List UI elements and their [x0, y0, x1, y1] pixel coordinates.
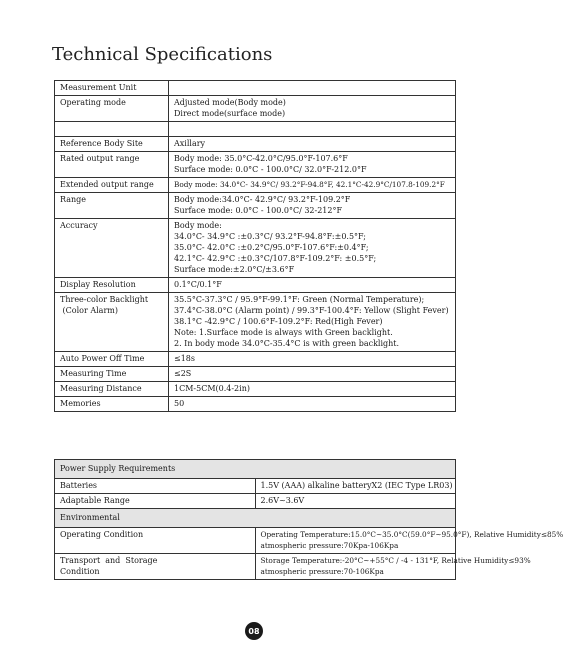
- spec-label-line: (Color Alarm): [60, 306, 118, 315]
- spec-value-line: 2.6V~3.6V: [260, 496, 305, 505]
- spec-label: [55, 367, 169, 382]
- table-row: [55, 397, 456, 412]
- spec-value: [169, 152, 456, 178]
- spec-label: [55, 219, 169, 278]
- table-row: [55, 479, 456, 494]
- spec-value: [255, 528, 563, 554]
- spec-value-line: 1CM-5CM(0.4-2in): [174, 384, 250, 393]
- power-section-header: Power Supply Requirements: [55, 460, 456, 479]
- spec-label: [55, 293, 169, 352]
- table-row: [55, 219, 456, 278]
- spec-label-line: Operating Condition: [60, 530, 144, 539]
- spec-value-line: 37.4°C-38.0°C (Alarm point) / 99.3°F-100.4°F: Yellow (Slight Fever): [174, 306, 449, 315]
- spec-value-line: 50: [174, 399, 185, 408]
- spec-label-line: Measuring Time: [60, 369, 127, 378]
- spec-label: [55, 96, 169, 122]
- spec-value-line: 0.1°C/0.1°F: [174, 280, 222, 289]
- spec-value: [255, 554, 531, 580]
- spec-value-line: 38.1°C -42.9°C / 100.6°F-109.2°F: Red(High Fever): [174, 317, 383, 326]
- spec-label: [55, 382, 169, 397]
- spec-value-line: Surface mode: 0.0°C - 100.0°C/ 32-212°F: [174, 206, 343, 215]
- spec-value: [169, 122, 456, 137]
- spec-value: [169, 382, 456, 397]
- spec-label-line: Measurement Unit: [60, 83, 137, 92]
- power-environment-table: [54, 459, 563, 580]
- table-row: [55, 352, 456, 367]
- spec-label-line: Operating mode: [60, 98, 126, 107]
- table-row: [55, 554, 456, 580]
- spec-label: [55, 81, 169, 96]
- spec-value: [169, 293, 456, 352]
- spec-value: [169, 278, 456, 293]
- spec-value-line: Body mode:: [174, 221, 222, 230]
- table-row: [55, 137, 456, 152]
- spec-label: [55, 397, 169, 412]
- spec-label-line: Batteries: [60, 481, 98, 490]
- spec-value-line: 35.0°C- 42.0°C :±0.2°C/95.0°F-107.6°F:±0.4°F;: [174, 243, 369, 252]
- table-row: [55, 528, 456, 554]
- spec-label-line: Range: [60, 195, 86, 204]
- section-header-row: [55, 460, 456, 479]
- spec-value-line: [174, 82, 450, 93]
- spec-label-line: Display Resolution: [60, 280, 136, 289]
- table-row: [55, 494, 456, 509]
- spec-label-line: Memories: [60, 399, 101, 408]
- spec-label: [55, 137, 169, 152]
- spec-value-line: Storage Temperature:-20°C~+55°C / -4 - 131°F, Relative Humidity≤93%: [260, 556, 531, 565]
- spec-value-line: [174, 123, 450, 134]
- spec-label: [55, 193, 169, 219]
- table-row: [55, 278, 456, 293]
- page-number-badge: 08: [245, 622, 263, 640]
- spec-value-line: 34.0°C- 34.9°C :±0.3°C/ 93.2°F-94.8°F:±0.5°F;: [174, 232, 367, 241]
- spec-value: [169, 137, 456, 152]
- spec-value: [169, 193, 456, 219]
- spec-label-line: Condition: [60, 567, 100, 576]
- spec-label: [55, 494, 256, 509]
- spec-value: [169, 96, 456, 122]
- table-row: [55, 382, 456, 397]
- spec-value-line: Surface mode:±2.0°C/±3.6°F: [174, 265, 295, 274]
- spec-value-line: atmospheric pressure:70Kpa-106Kpa: [260, 541, 399, 550]
- table-row: [55, 293, 456, 352]
- spec-label-line: Reference Body Site: [60, 139, 143, 148]
- spec-label: [55, 122, 169, 137]
- table-row: [55, 81, 456, 96]
- spec-label-line: Three-color Backlight: [60, 295, 149, 304]
- spec-label: [55, 152, 169, 178]
- spec-value-line: Axillary: [174, 139, 206, 148]
- spec-label-line: [60, 123, 163, 134]
- spec-label: [55, 554, 256, 580]
- spec-value-line: Note: 1.Surface mode is always with Green backlight.: [174, 328, 393, 337]
- spec-value: [169, 178, 456, 193]
- spec-value: [169, 219, 456, 278]
- spec-value: [169, 367, 456, 382]
- spec-label-line: Transport and Storage: [60, 556, 158, 565]
- section-header-row: [55, 509, 456, 528]
- spec-value-line: Body mode: 34.0°C- 34.9°C/ 93.2°F-94.8°F, 42.1°C-42.9°C/107.8-109.2°F: [174, 180, 445, 189]
- spec-value: [169, 397, 456, 412]
- spec-label: [55, 178, 169, 193]
- spec-value-line: 35.5°C-37.3°C / 95.9°F-99.1°F: Green (Normal Temperature);: [174, 295, 425, 304]
- table-row: [55, 152, 456, 178]
- spec-label-line: Measuring Distance: [60, 384, 142, 393]
- spec-value-line: 2. In body mode 34.0°C-35.4°C is with green backlight.: [174, 339, 400, 348]
- spec-value-line: 1.5V (AAA) alkaline batteryX2 (IEC Type LR03): [260, 481, 453, 490]
- spec-value-line: Direct mode(surface mode): [174, 109, 286, 118]
- spec-value-line: Surface mode: 0.0°C - 100.0°C/ 32.0°F-212.0°F: [174, 165, 367, 174]
- table-row: [55, 178, 456, 193]
- environmental-section-header: Environmental: [55, 509, 456, 528]
- spec-value-line: Adjusted mode(Body mode): [174, 98, 286, 107]
- spec-value: [255, 479, 456, 494]
- spec-label: [55, 352, 169, 367]
- spec-value-line: Body mode:34.0°C- 42.9°C/ 93.2°F-109.2°F: [174, 195, 351, 204]
- spec-label-line: Rated output range: [60, 154, 140, 163]
- spec-value-line: ≤2S: [174, 369, 192, 378]
- table-row: [55, 193, 456, 219]
- spec-value-line: 42.1°C- 42.9°C :±0.3°C/107.8°F-109.2°F: ±0.5°F;: [174, 254, 377, 263]
- table-row: [55, 96, 456, 122]
- spec-value-line: ≤18s: [174, 354, 195, 363]
- spec-label: [55, 479, 256, 494]
- spec-value: [169, 81, 456, 96]
- spec-label: [55, 528, 256, 554]
- spec-value-line: Operating Temperature:15.0°C~35.0°C(59.0°F~95.0°F), Relative Humidity≤85%: [260, 530, 563, 539]
- spec-label-line: Auto Power Off Time: [60, 354, 145, 363]
- spec-label: [55, 278, 169, 293]
- table-row: [55, 122, 456, 137]
- spec-label-line: Adaptable Range: [60, 496, 130, 505]
- table-row: [55, 367, 456, 382]
- spec-value: [169, 352, 456, 367]
- spec-table: [54, 80, 456, 412]
- spec-value-line: Body mode: 35.0°C-42.0°C/95.0°F-107.6°F: [174, 154, 348, 163]
- page-title: Technical Specifications: [52, 44, 273, 65]
- spec-value: [255, 494, 456, 509]
- spec-label-line: Accuracy: [60, 221, 98, 230]
- spec-label-line: Extended output range: [60, 180, 154, 189]
- spec-value-line: atmospheric pressure:70-106Kpa: [260, 567, 384, 576]
